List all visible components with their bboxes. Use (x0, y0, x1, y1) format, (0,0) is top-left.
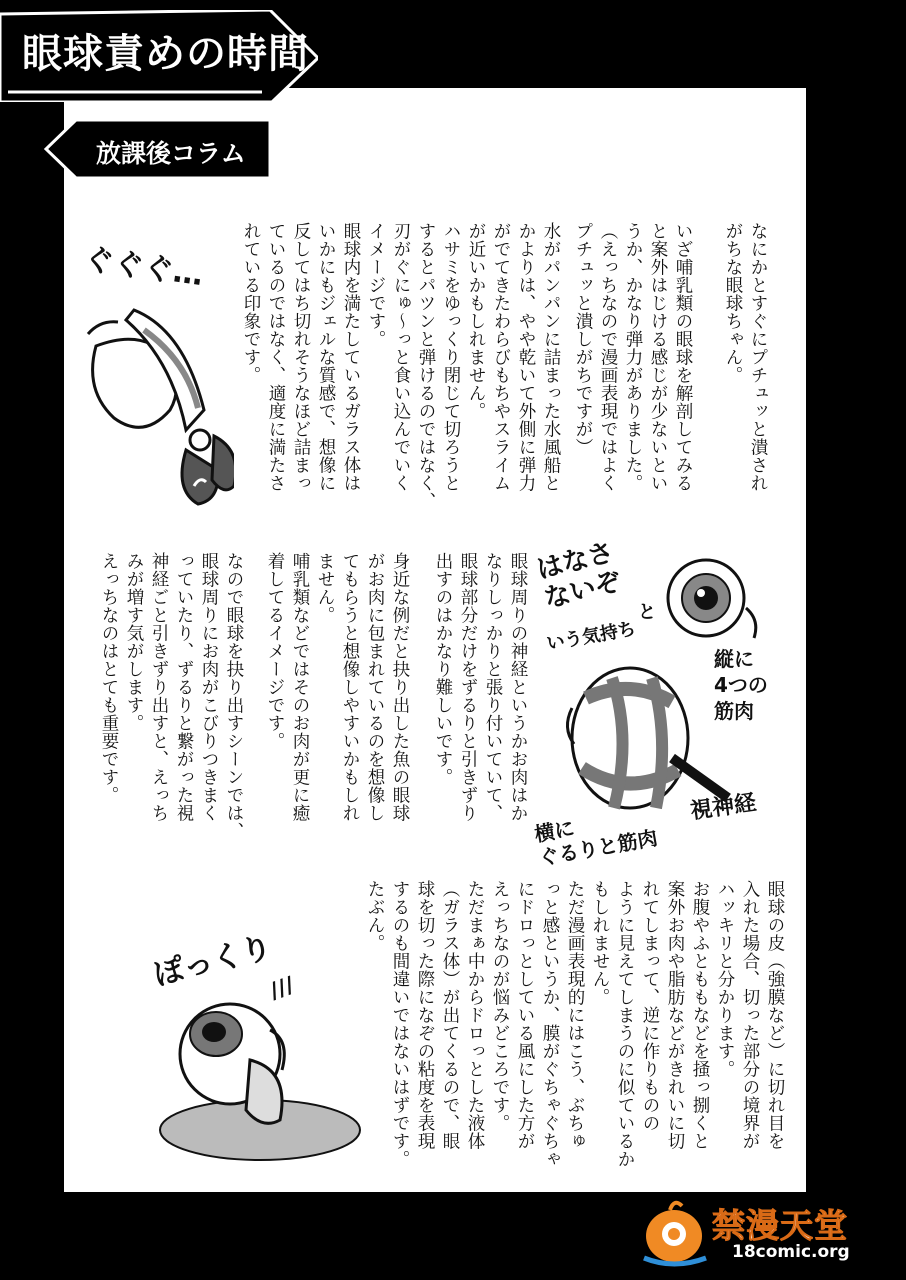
text-block-mid-left: なので眼球を抉り出すシーンでは、 眼球周りにお肉がこびりつきまく っていたり、ずるりと繋がった視 神経ごと引きずり出すと、えっち みが増す気がします。 えっちなのはとても重要です。 (99, 552, 244, 840)
scissors-eye-illustration (74, 290, 234, 520)
text-block-mid-right: 眼球周りの神経というかお肉はか なりしっかりと張り付いていて、 眼球部分だけをずるりと引きずり 出すのはかなり難しいです。 (433, 552, 528, 822)
sfx-plop-marks: /// (266, 972, 298, 1005)
note-hanasanai: はなさ ないぞ (533, 537, 625, 615)
note-optic-nerve: 視神経 (688, 790, 758, 825)
text-block-top-middle: 水がパンパンに詰まった水風船と かよりは、やや乾いて外側に弾力 がでてきたわらびもちやスライム が近いかもしれません。 ハサミをゆっくり閉じて切ろうと するとパツンと弾けるのではなく、 刃がぐにゅ〜っと食い込んでいく イメージです。 眼球内を満たしているガラス体は いかにもジェルな質感で、想像に 反してはち切れそうなほど詰まっ ているのではなく、適度に満たさ れている印象です。 (241, 222, 561, 510)
note-to: と (638, 602, 656, 623)
column-subtitle: 放課後コラム (96, 139, 246, 168)
watermark-url: 18comic.org (732, 1242, 850, 1262)
watermark (640, 1194, 890, 1270)
text-block-bottom: 眼球の皮（強膜など）に切れ目を 入れた場合、切った部分の境界が ハッキリと分かります。 お腹やふとももなどを掻っ捌くと 案外お肉や脂肪などがきれいに切 れてしまって、逆に作りものの ように見えてしまうのに似ているか もしれません。 ただ漫画表現的にはこう、ぶちゅ っと感というか、膜がぐちゃぐちゃ にドロっとしている風にした方が えっちなのが悩みどころです。 ただまぁ中からドロっとした液体 （ガラス体）が出てくるので、眼 球を切った際になぞの粘度を表現 するのも間違いではないはずです。 たぶん。 (365, 880, 785, 1168)
mascot-logo-icon (640, 1196, 710, 1268)
text-block-top-right: なにかとすぐにプチュッと潰され がちな眼球ちゃん。 いざ哺乳類の眼球を解剖してみる と案外はじける感じが少ないとい うか、かなり弾力がありました。 （えっちなので漫画表現ではよく プチュッと潰しがちですが） (573, 222, 768, 492)
page-title: 眼球責めの時間 (22, 31, 309, 77)
watermark-brand: 禁漫天堂 (712, 1206, 848, 1245)
note-vertical-muscle: 縦に 4つの 筋肉 (714, 647, 768, 723)
eyeball-front-illustration (654, 548, 764, 648)
sfx-plop: ぽっくり (150, 929, 276, 993)
note-iu-kimochi: いう気持ち (545, 618, 638, 655)
text-block-mid-middle: 身近な例だと抉り出した魚の眼球 がお肉に包まれているのを想像し てもらうと想像しやすいかもしれ ません。 哺乳類などではそのお肉が更に癒 着してるイメージです。 (265, 552, 410, 822)
note-horizontal-muscle: 横に ぐるりと筋肉 (532, 815, 660, 871)
sfx-squeeze: ぐぐぐ… (81, 241, 206, 294)
plopped-eyeball-illustration (150, 980, 370, 1170)
